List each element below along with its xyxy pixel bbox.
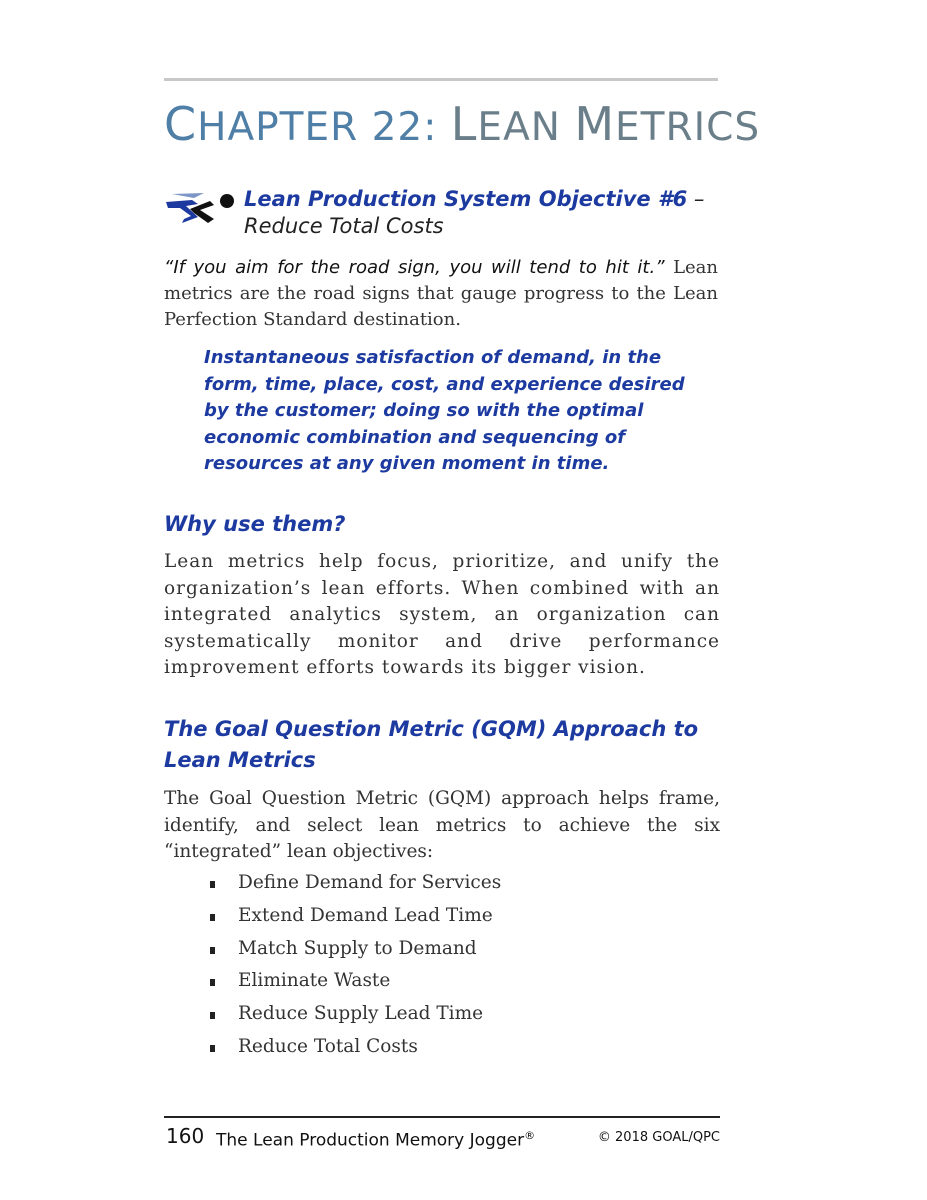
bullet-icon	[210, 947, 215, 954]
chapter-title-part: ETRICS	[615, 105, 761, 150]
book-title: The Lean Production Memory Jogger®	[216, 1129, 536, 1151]
why-heading: Why use them?	[164, 512, 346, 536]
gqm-heading: The Goal Question Metric (GQM) Approach to Lean Metrics	[164, 717, 699, 772]
bullet-icon	[210, 914, 215, 921]
list-item: Reduce Total Costs	[210, 1031, 501, 1064]
objective-name: Lean Production System Objective #6	[244, 187, 688, 211]
bullet-icon	[210, 979, 215, 986]
list-item: Define Demand for Services	[210, 867, 501, 900]
runner-icon	[164, 189, 240, 229]
top-rule	[164, 78, 718, 81]
list-item: Extend Demand Lead Time	[210, 900, 501, 933]
chapter-title-part: EAN	[477, 105, 575, 150]
bullet-icon	[210, 881, 215, 888]
page-number: 160	[166, 1124, 205, 1148]
chapter-title-part: HAPTER 22:	[197, 105, 451, 150]
intro-quote: “If you aim for the road sign, you will tend to hit it.”	[164, 257, 665, 278]
objective-title	[244, 186, 724, 240]
list-item: Eliminate Waste	[210, 965, 501, 998]
bullet-icon	[210, 1012, 215, 1019]
intro-paragraph	[164, 255, 718, 333]
objectives-list	[210, 867, 501, 1064]
bullet-icon	[210, 1045, 215, 1052]
why-body: Lean metrics help focus, prioritize, and unify the organization’s lean efforts. When combined with an integrated analytics system, an organization can systematically monitor and drive performance improvement efforts towards its bigger vision.	[164, 551, 720, 678]
page-footer	[164, 1121, 720, 1151]
objective-dash: –	[687, 187, 705, 211]
registered-mark: ®	[524, 1129, 536, 1142]
list-item: Match Supply to Demand	[210, 933, 501, 966]
footer-rule	[164, 1116, 720, 1118]
list-item: Reduce Supply Lead Time	[210, 998, 501, 1031]
lean-perfection-standard: Instantaneous satisfaction of demand, in the form, time, place, cost, and experience desired by the customer; doing so with the optimal economic combination and sequencing of resources at any given moment in time.	[204, 347, 685, 474]
gqm-body: The Goal Question Metric (GQM) approach helps frame, identify, and select lean metrics to achieve the six “integrated” lean objectives:	[164, 788, 720, 862]
chapter-title-part: L	[450, 97, 478, 151]
copyright: © 2018 GOAL/QPC	[597, 1130, 720, 1145]
intro-text: Lean metrics are the road signs that gauge progress to the Lean Perfection Standard destination.	[164, 257, 718, 330]
objective-subtitle: Reduce Total Costs	[244, 214, 444, 238]
chapter-title-part: C	[164, 97, 198, 151]
chapter-title	[164, 96, 760, 156]
chapter-title-part: M	[574, 97, 616, 151]
